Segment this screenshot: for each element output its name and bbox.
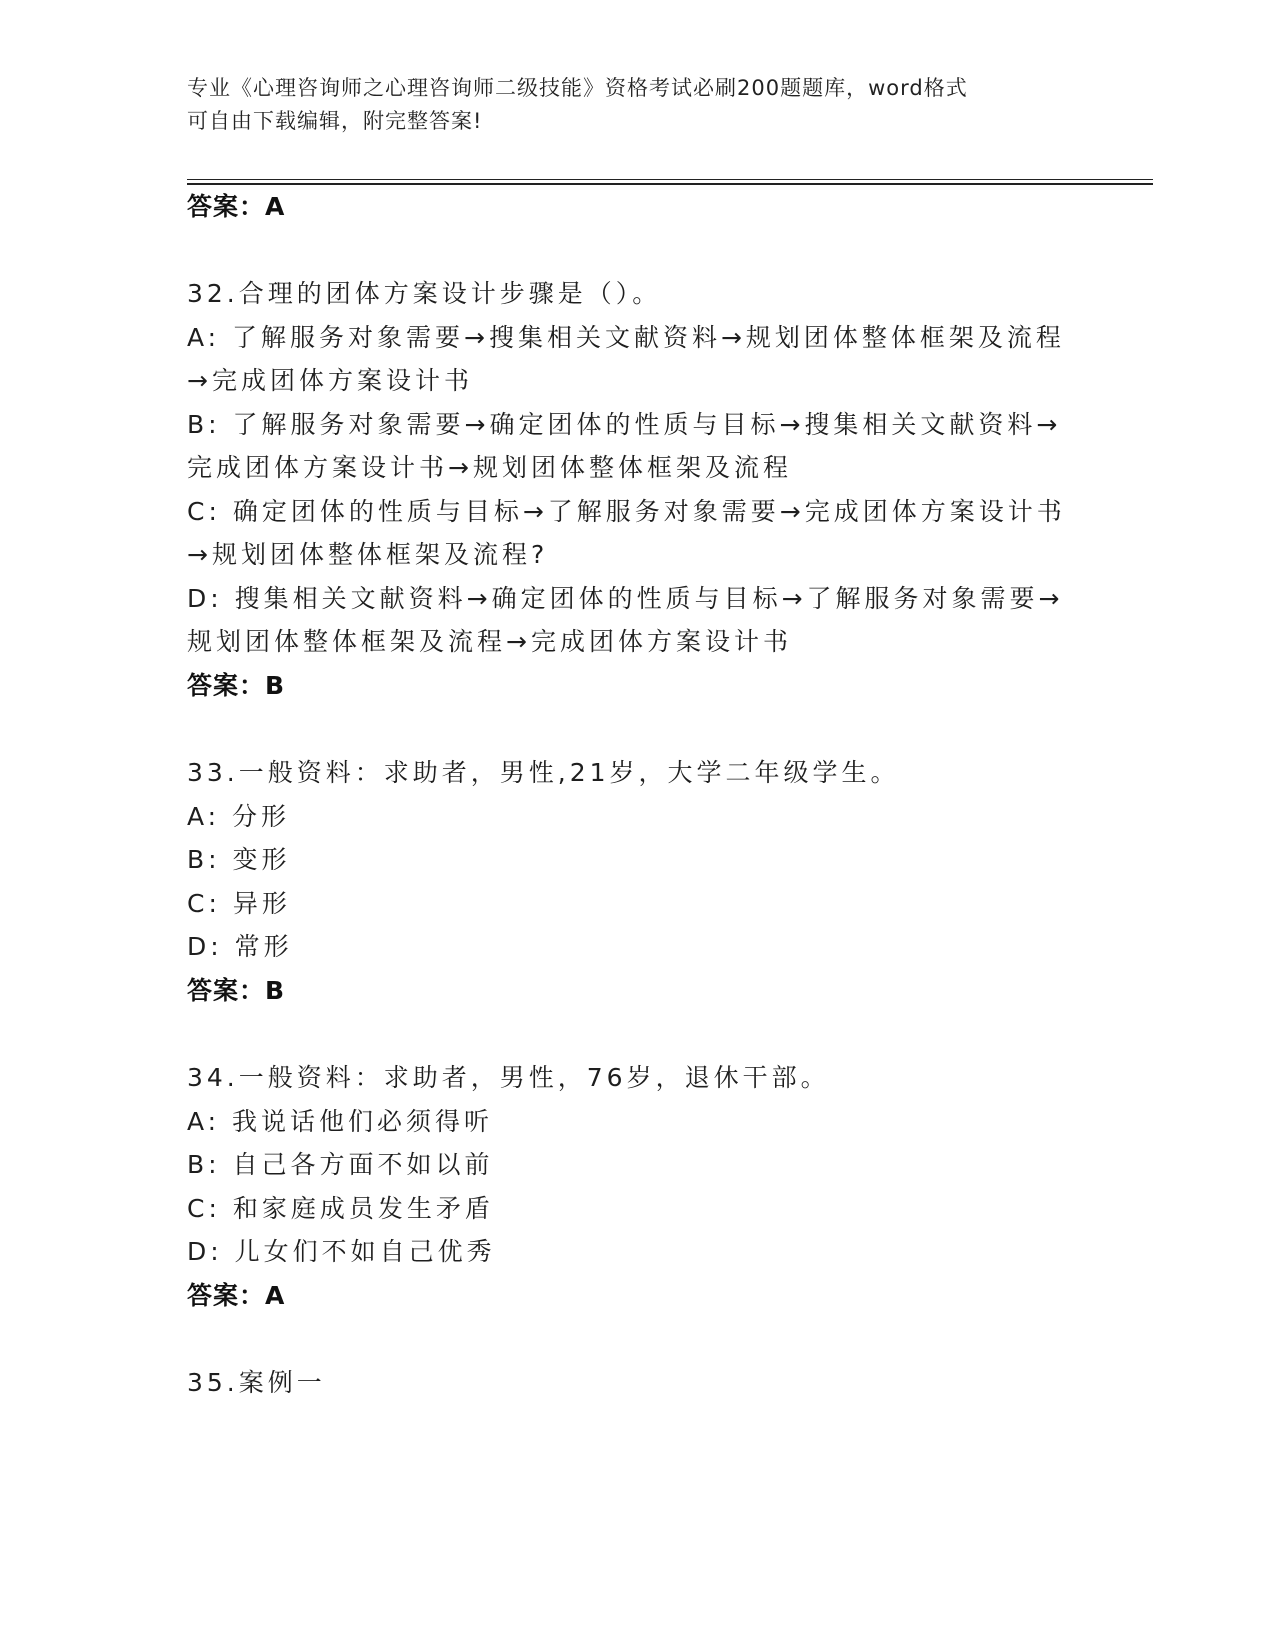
question-34-option-d: D: 儿女们不如自己优秀 xyxy=(187,1237,496,1266)
question-32-option-line: A: 了解服务对象需要→搜集相关文献资料→规划团体整体框架及流程 xyxy=(187,323,1065,352)
answer-34: 答案：A xyxy=(187,1281,286,1310)
question-32-option-line: B: 了解服务对象需要→确定团体的性质与目标→搜集相关文献资料→ xyxy=(187,410,1062,439)
header-divider-thick xyxy=(187,183,1153,185)
page-header xyxy=(187,72,1067,138)
question-34-option-a: A: 我说话他们必须得听 xyxy=(187,1107,494,1136)
question-32-option-line: 规划团体整体框架及流程→完成团体方案设计书 xyxy=(187,627,792,656)
header-divider-thin xyxy=(187,179,1153,180)
header-line-1: 专业《心理咨询师之心理咨询师二级技能》资格考试必刷200题题库，word格式 xyxy=(187,76,968,100)
question-33-option-d: D: 常形 xyxy=(187,932,293,961)
question-33-option-b: B: 变形 xyxy=(187,845,291,874)
question-32-option-line: →规划团体整体框架及流程? xyxy=(187,540,549,569)
header-line-2: 可自由下载编辑，附完整答案! xyxy=(187,109,483,133)
question-32-option-line: →完成团体方案设计书 xyxy=(187,366,473,395)
answer-32: 答案：B xyxy=(187,671,286,700)
question-32-option-line: D: 搜集相关文献资料→确定团体的性质与目标→了解服务对象需要→ xyxy=(187,584,1064,613)
question-34-option-c: C: 和家庭成员发生矛盾 xyxy=(187,1194,494,1223)
question-33-text: 33.一般资料：求助者，男性,21岁，大学二年级学生。 xyxy=(187,758,900,787)
question-32-text: 32.合理的团体方案设计步骤是（）。 xyxy=(187,279,662,308)
question-33-option-a: A: 分形 xyxy=(187,802,291,831)
answer-31: 答案：A xyxy=(187,192,286,221)
question-34-option-b: B: 自己各方面不如以前 xyxy=(187,1150,494,1179)
question-33-option-c: C: 异形 xyxy=(187,889,291,918)
question-35-text: 35.案例一 xyxy=(187,1368,326,1397)
question-32-option-line: C: 确定团体的性质与目标→了解服务对象需要→完成团体方案设计书 xyxy=(187,497,1066,526)
question-32-option-line: 完成团体方案设计书→规划团体整体框架及流程 xyxy=(187,453,792,482)
answer-33: 答案：B xyxy=(187,976,286,1005)
question-34-text: 34.一般资料：求助者，男性，76岁，退休干部。 xyxy=(187,1063,830,1092)
